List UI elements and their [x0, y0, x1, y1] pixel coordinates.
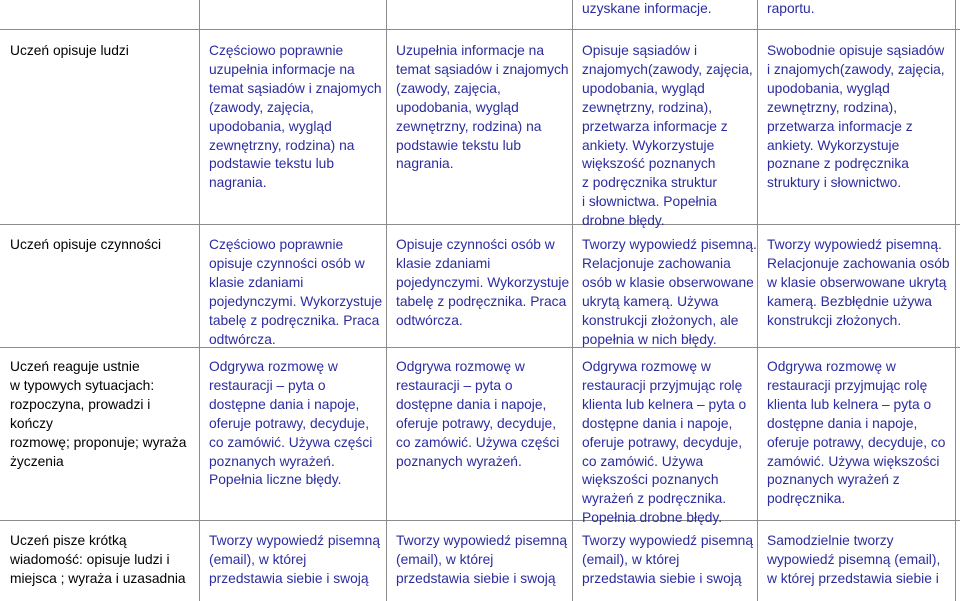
row-divider — [0, 520, 960, 521]
criterion-label: Uczeń pisze krótką wiadomość: opisuje ludzi i miejsca ; wyraża i uzasadnia — [10, 533, 186, 586]
table-cell: Częściowo poprawnie opisuje czynności osób w klasie zdaniami pojedynczymi. Wykorzystuje tabelę z podręcznika. Praca odtwórcza. — [209, 237, 383, 347]
table-cell: Tworzy wypowiedź pisemną (email), w której przedstawia siebie i swoją — [209, 533, 380, 586]
row-divider — [0, 224, 960, 225]
table-cell: Odgrywa rozmowę w restauracji – pyta o dostępne dania i napoje, oferuje potrawy, decyduje, co zamówić. Używa części poznanych wyrażeń. Popełnia liczne błędy. — [209, 359, 373, 488]
column-divider — [199, 0, 200, 601]
criterion-label: Uczeń opisuje ludzi — [10, 43, 129, 58]
table-cell: Częściowo poprawnie uzupełnia informacje na temat sąsiadów i znajomych (zawody, zajęcia, upodobania, wygląd zewnętrzny, rodzina) na podstawie tekstu lub nagrania. — [209, 43, 382, 191]
table-cell: Tworzy wypowiedź pisemną. Relacjonuje zachowania osób w klasie obserwowane ukrytą kamerą. Używa konstrukcji złożonych, ale popełnia w nich błędy. — [582, 237, 757, 347]
table-cell: Tworzy wypowiedź pisemną. Relacjonuje zachowania osób w klasie obserwowane ukrytą kamerą. Bezbłędnie używa konstrukcji złożonych. — [767, 237, 950, 328]
row-divider — [0, 29, 960, 30]
table-cell: Odgrywa rozmowę w restauracji przyjmując rolę klienta lub kelnera – pyta o dostępne dania i napoje, oferuje potrawy, decyduje, co zamówić. Używa większości poznanych wyrażeń z podręcznika. Popełnia drobne błędy. — [582, 359, 747, 526]
table-cell: Tworzy wypowiedź pisemną (email), w której przedstawia siebie i swoją — [582, 533, 753, 586]
criterion-label: Uczeń opisuje czynności — [10, 237, 162, 252]
criterion-label: Uczeń reaguje ustnie w typowych sytuacjach: rozpoczyna, prowadzi i kończy rozmowę; proponuje; wyraża życzenia — [10, 359, 187, 469]
table-cell: Odgrywa rozmowę w restauracji – pyta o dostępne dania i napoje, oferuje potrawy, decyduje, co zamówić. Używa części poznanych wyrażeń. — [396, 359, 560, 469]
column-divider — [757, 0, 758, 601]
table-cell: Swobodnie opisuje sąsiadów i znajomych(zawody, zajęcia, upodobania, wygląd zewnętrzny, rodzina), przetwarza informacje z ankiety. Wykorzystuje poznane z podręcznika struktury i słownictwo. — [767, 43, 945, 191]
table-cell: Odgrywa rozmowę w restauracji przyjmując rolę klienta lub kelnera – pyta o dostępne dania i napoje, oferuje potrawy, decyduje, co zamówić. Używa większości poznanych wyrażeń z podręcznika. — [767, 359, 946, 507]
row-divider — [0, 347, 960, 348]
table-cell: Opisuje czynności osób w klasie zdaniami pojedynczymi. Wykorzystuje tabelę z podręcznika. Praca odtwórcza. — [396, 237, 570, 328]
column-divider — [572, 0, 573, 601]
table-cell: Opisuje sąsiadów i znajomych(zawody, zajęcia, upodobania, wygląd zewnętrzny, rodzina), przetwarza informacje z ankiety. Wykorzystuje większość poznanych z podręcznika struktur i słownictwa. Popełnia drobne błędy. — [582, 43, 753, 229]
column-divider — [386, 0, 387, 601]
table-cell: Uzupełnia informacje na temat sąsiadów i znajomych (zawody, zajęcia, upodobania, wygląd zewnętrzny, rodzina) na podstawie tekstu lub nagrania. — [396, 43, 569, 172]
table-cell: raportu. — [767, 1, 815, 16]
table-cell: Samodzielnie tworzy wypowiedź pisemną (email), w której przedstawia siebie i — [767, 533, 941, 586]
table-cell: uzyskane informacje. — [582, 1, 712, 16]
table-cell: Tworzy wypowiedź pisemną (email), w której przedstawia siebie i swoją — [396, 533, 567, 586]
